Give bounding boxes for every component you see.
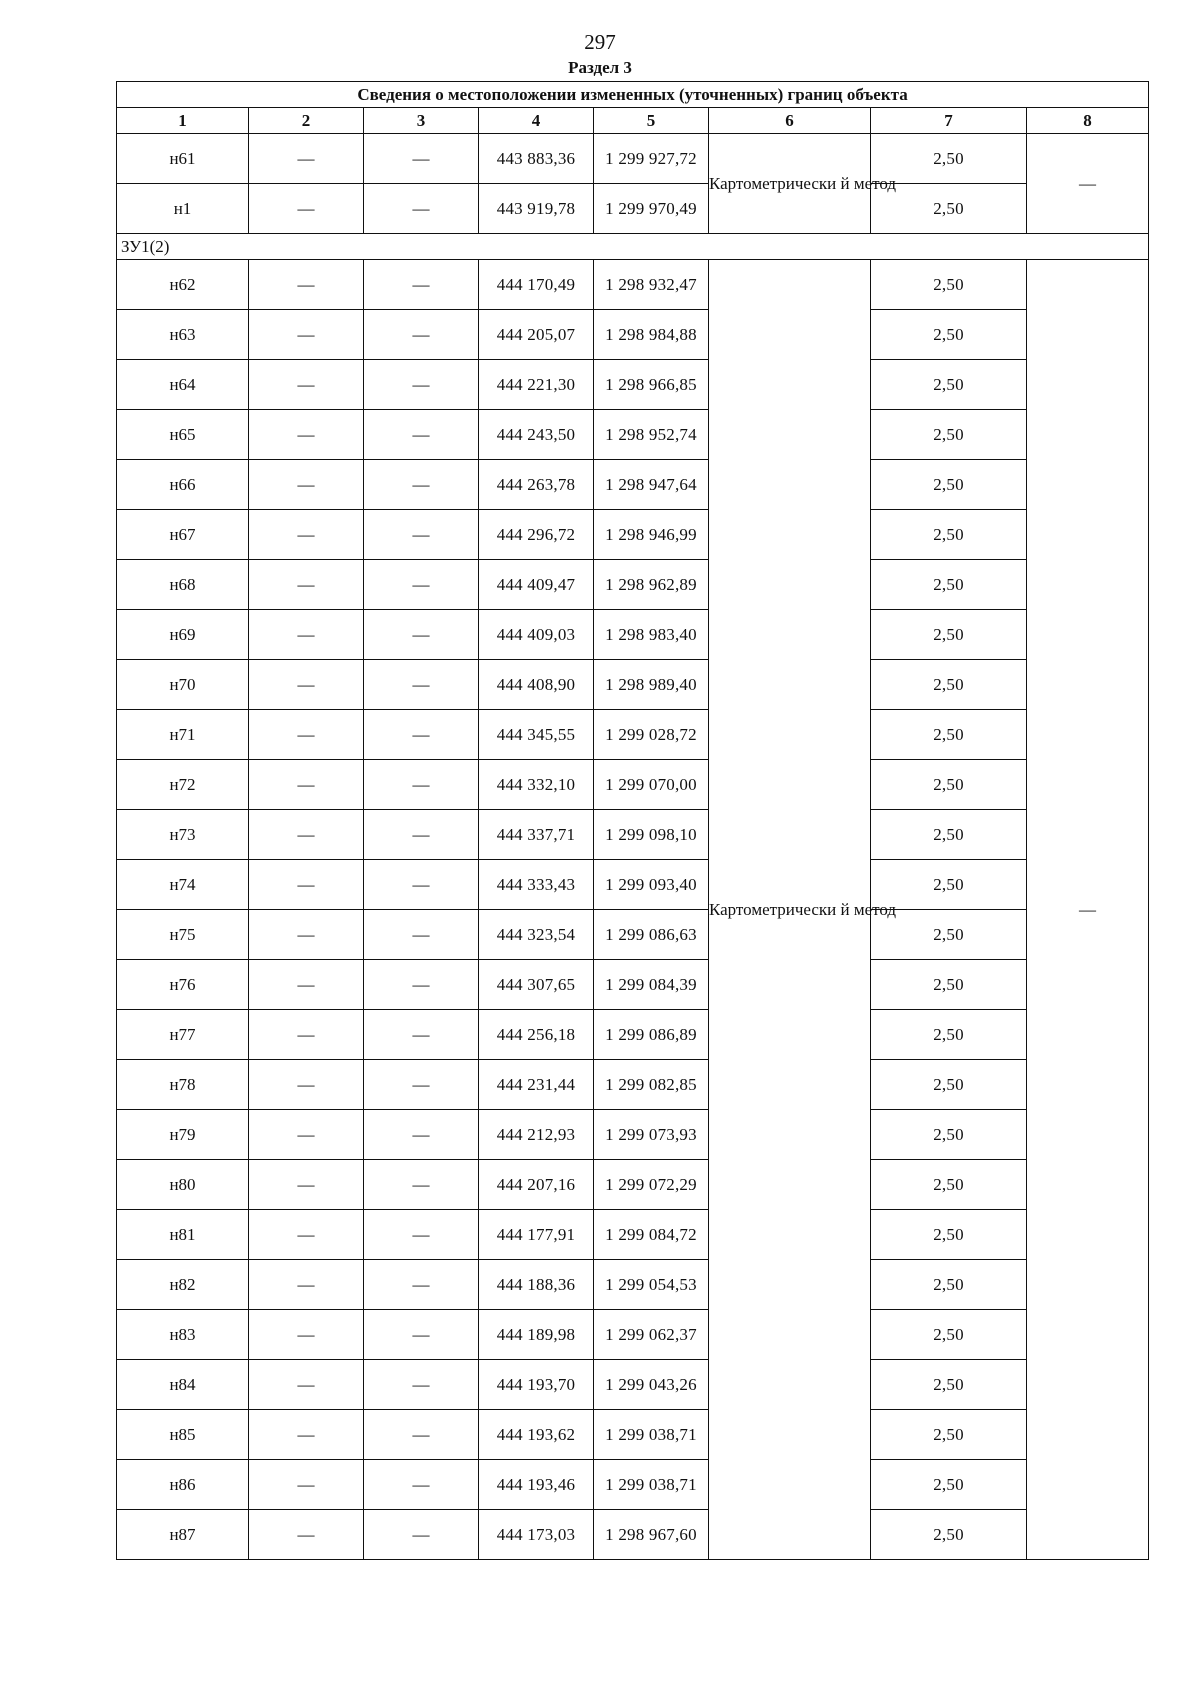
column-number-8: 8	[1027, 108, 1149, 134]
point-number-cell: н81	[117, 1210, 249, 1260]
coordinates-table	[116, 81, 1149, 1560]
empty-dash-cell: —	[364, 1010, 479, 1060]
x-coordinate-cell: 443 919,78	[479, 184, 594, 234]
y-coordinate-cell: 1 299 054,53	[594, 1260, 709, 1310]
point-number-cell: н74	[117, 860, 249, 910]
y-coordinate-cell: 1 298 946,99	[594, 510, 709, 560]
accuracy-cell: 2,50	[871, 410, 1027, 460]
page-number: 297	[584, 30, 616, 54]
point-number-cell: н65	[117, 410, 249, 460]
accuracy-cell: 2,50	[871, 1110, 1027, 1160]
y-coordinate-cell: 1 299 038,71	[594, 1460, 709, 1510]
accuracy-cell: 2,50	[871, 134, 1027, 184]
accuracy-cell: 2,50	[871, 660, 1027, 710]
table-row	[117, 1210, 1149, 1260]
accuracy-cell: 2,50	[871, 810, 1027, 860]
accuracy-cell: 2,50	[871, 310, 1027, 360]
table-row	[117, 810, 1149, 860]
table-row	[117, 460, 1149, 510]
point-number-cell: н1	[117, 184, 249, 234]
empty-dash-cell: —	[364, 1310, 479, 1360]
y-coordinate-cell: 1 299 073,93	[594, 1110, 709, 1160]
accuracy-cell: 2,50	[871, 1160, 1027, 1210]
accuracy-cell: 2,50	[871, 360, 1027, 410]
empty-dash-cell: —	[364, 560, 479, 610]
empty-dash-cell: —	[249, 260, 364, 310]
empty-dash-cell: —	[249, 860, 364, 910]
column-8-cell: —	[1027, 134, 1149, 234]
point-number-cell: н64	[117, 360, 249, 410]
empty-dash-cell: —	[364, 810, 479, 860]
empty-dash-cell: —	[249, 184, 364, 234]
empty-dash-cell: —	[249, 1510, 364, 1560]
accuracy-cell: 2,50	[871, 560, 1027, 610]
empty-dash-cell: —	[249, 960, 364, 1010]
empty-dash-cell: —	[364, 660, 479, 710]
x-coordinate-cell: 444 170,49	[479, 260, 594, 310]
x-coordinate-cell: 444 323,54	[479, 910, 594, 960]
table-row	[117, 660, 1149, 710]
empty-dash-cell: —	[249, 1160, 364, 1210]
empty-dash-cell: —	[364, 1410, 479, 1460]
empty-dash-cell: —	[364, 610, 479, 660]
point-number-cell: н86	[117, 1460, 249, 1510]
y-coordinate-cell: 1 299 086,89	[594, 1010, 709, 1060]
point-number-cell: н71	[117, 710, 249, 760]
x-coordinate-cell: 444 307,65	[479, 960, 594, 1010]
empty-dash-cell: —	[249, 560, 364, 610]
point-number-cell: н67	[117, 510, 249, 560]
accuracy-cell: 2,50	[871, 1010, 1027, 1060]
table-row	[117, 710, 1149, 760]
empty-dash-cell: —	[364, 260, 479, 310]
point-number-cell: н68	[117, 560, 249, 610]
x-coordinate-cell: 444 332,10	[479, 760, 594, 810]
x-coordinate-cell: 444 205,07	[479, 310, 594, 360]
empty-dash-cell: —	[364, 1160, 479, 1210]
table-row	[117, 360, 1149, 410]
table-row	[117, 1110, 1149, 1160]
empty-dash-cell: —	[364, 860, 479, 910]
empty-dash-cell: —	[364, 310, 479, 360]
accuracy-cell: 2,50	[871, 184, 1027, 234]
empty-dash-cell: —	[364, 760, 479, 810]
x-coordinate-cell: 444 189,98	[479, 1310, 594, 1360]
empty-dash-cell: —	[249, 1410, 364, 1460]
x-coordinate-cell: 444 221,30	[479, 360, 594, 410]
table-row	[117, 510, 1149, 560]
table-row	[117, 310, 1149, 360]
empty-dash-cell: —	[364, 1260, 479, 1310]
x-coordinate-cell: 444 409,03	[479, 610, 594, 660]
x-coordinate-cell: 444 256,18	[479, 1010, 594, 1060]
x-coordinate-cell: 443 883,36	[479, 134, 594, 184]
table-row	[117, 1310, 1149, 1360]
method-cell: Картометрически й метод	[709, 260, 871, 1560]
x-coordinate-cell: 444 345,55	[479, 710, 594, 760]
table-row	[117, 760, 1149, 810]
table-row	[117, 184, 1149, 234]
empty-dash-cell: —	[364, 1460, 479, 1510]
point-number-cell: н79	[117, 1110, 249, 1160]
x-coordinate-cell: 444 173,03	[479, 1510, 594, 1560]
table-row	[117, 1010, 1149, 1060]
table-row	[117, 610, 1149, 660]
table-row	[117, 910, 1149, 960]
point-number-cell: н63	[117, 310, 249, 360]
x-coordinate-cell: 444 337,71	[479, 810, 594, 860]
y-coordinate-cell: 1 299 062,37	[594, 1310, 709, 1360]
accuracy-cell: 2,50	[871, 1410, 1027, 1460]
point-number-cell: н70	[117, 660, 249, 710]
accuracy-cell: 2,50	[871, 710, 1027, 760]
x-coordinate-cell: 444 296,72	[479, 510, 594, 560]
empty-dash-cell: —	[249, 760, 364, 810]
accuracy-cell: 2,50	[871, 1460, 1027, 1510]
point-number-cell: н80	[117, 1160, 249, 1210]
x-coordinate-cell: 444 188,36	[479, 1260, 594, 1310]
column-8-cell: —	[1027, 260, 1149, 1560]
y-coordinate-cell: 1 299 082,85	[594, 1060, 709, 1110]
column-number-5: 5	[594, 108, 709, 134]
y-coordinate-cell: 1 299 072,29	[594, 1160, 709, 1210]
y-coordinate-cell: 1 298 962,89	[594, 560, 709, 610]
y-coordinate-cell: 1 299 028,72	[594, 710, 709, 760]
empty-dash-cell: —	[249, 134, 364, 184]
empty-dash-cell: —	[249, 410, 364, 460]
empty-dash-cell: —	[364, 410, 479, 460]
accuracy-cell: 2,50	[871, 610, 1027, 660]
y-coordinate-cell: 1 298 947,64	[594, 460, 709, 510]
empty-dash-cell: —	[249, 460, 364, 510]
y-coordinate-cell: 1 299 098,10	[594, 810, 709, 860]
accuracy-cell: 2,50	[871, 1310, 1027, 1360]
table-title-row	[117, 82, 1149, 108]
y-coordinate-cell: 1 299 927,72	[594, 134, 709, 184]
column-number-7: 7	[871, 108, 1027, 134]
y-coordinate-cell: 1 299 084,72	[594, 1210, 709, 1260]
y-coordinate-cell: 1 298 967,60	[594, 1510, 709, 1560]
empty-dash-cell: —	[249, 610, 364, 660]
empty-dash-cell: —	[364, 134, 479, 184]
group-label: ЗУ1(2)	[117, 234, 1149, 260]
empty-dash-cell: —	[364, 1110, 479, 1160]
accuracy-cell: 2,50	[871, 860, 1027, 910]
point-number-cell: н72	[117, 760, 249, 810]
empty-dash-cell: —	[364, 1360, 479, 1410]
empty-dash-cell: —	[364, 510, 479, 560]
x-coordinate-cell: 444 207,16	[479, 1160, 594, 1210]
accuracy-cell: 2,50	[871, 1060, 1027, 1110]
empty-dash-cell: —	[249, 910, 364, 960]
y-coordinate-cell: 1 299 084,39	[594, 960, 709, 1010]
table-row	[117, 1160, 1149, 1210]
table-row	[117, 1510, 1149, 1560]
point-number-cell: н76	[117, 960, 249, 1010]
accuracy-cell: 2,50	[871, 1260, 1027, 1310]
empty-dash-cell: —	[249, 1060, 364, 1110]
empty-dash-cell: —	[249, 660, 364, 710]
accuracy-cell: 2,50	[871, 1210, 1027, 1260]
empty-dash-cell: —	[249, 1460, 364, 1510]
table-row	[117, 1460, 1149, 1510]
x-coordinate-cell: 444 333,43	[479, 860, 594, 910]
point-number-cell: н73	[117, 810, 249, 860]
empty-dash-cell: —	[364, 360, 479, 410]
y-coordinate-cell: 1 299 093,40	[594, 860, 709, 910]
empty-dash-cell: —	[364, 1060, 479, 1110]
table-row	[117, 560, 1149, 610]
table-row	[117, 1260, 1149, 1310]
group-label-row	[117, 234, 1149, 260]
y-coordinate-cell: 1 299 970,49	[594, 184, 709, 234]
empty-dash-cell: —	[249, 1310, 364, 1360]
x-coordinate-cell: 444 212,93	[479, 1110, 594, 1160]
empty-dash-cell: —	[249, 710, 364, 760]
point-number-cell: н61	[117, 134, 249, 184]
accuracy-cell: 2,50	[871, 960, 1027, 1010]
point-number-cell: н66	[117, 460, 249, 510]
table-row	[117, 860, 1149, 910]
accuracy-cell: 2,50	[871, 1360, 1027, 1410]
y-coordinate-cell: 1 299 038,71	[594, 1410, 709, 1460]
x-coordinate-cell: 444 177,91	[479, 1210, 594, 1260]
accuracy-cell: 2,50	[871, 510, 1027, 560]
y-coordinate-cell: 1 298 989,40	[594, 660, 709, 710]
empty-dash-cell: —	[249, 1360, 364, 1410]
point-number-cell: н75	[117, 910, 249, 960]
empty-dash-cell: —	[364, 910, 479, 960]
empty-dash-cell: —	[249, 1010, 364, 1060]
table-row	[117, 1060, 1149, 1110]
point-number-cell: н82	[117, 1260, 249, 1310]
table-row	[117, 960, 1149, 1010]
column-number-6: 6	[709, 108, 871, 134]
column-number-1: 1	[117, 108, 249, 134]
empty-dash-cell: —	[364, 1210, 479, 1260]
y-coordinate-cell: 1 299 086,63	[594, 910, 709, 960]
accuracy-cell: 2,50	[871, 760, 1027, 810]
y-coordinate-cell: 1 299 070,00	[594, 760, 709, 810]
table-row	[117, 260, 1149, 310]
column-number-row	[117, 108, 1149, 134]
empty-dash-cell: —	[364, 710, 479, 760]
y-coordinate-cell: 1 298 966,85	[594, 360, 709, 410]
point-number-cell: н87	[117, 1510, 249, 1560]
x-coordinate-cell: 444 231,44	[479, 1060, 594, 1110]
x-coordinate-cell: 444 408,90	[479, 660, 594, 710]
x-coordinate-cell: 444 193,46	[479, 1460, 594, 1510]
point-number-cell: н62	[117, 260, 249, 310]
x-coordinate-cell: 444 193,62	[479, 1410, 594, 1460]
x-coordinate-cell: 444 263,78	[479, 460, 594, 510]
empty-dash-cell: —	[249, 1210, 364, 1260]
table-body	[117, 134, 1149, 1560]
empty-dash-cell: —	[249, 510, 364, 560]
y-coordinate-cell: 1 298 952,74	[594, 410, 709, 460]
empty-dash-cell: —	[249, 310, 364, 360]
x-coordinate-cell: 444 409,47	[479, 560, 594, 610]
table-title: Сведения о местоположении измененных (уточненных) границ объекта	[117, 82, 1149, 108]
x-coordinate-cell: 444 243,50	[479, 410, 594, 460]
section-title: Раздел 3	[568, 58, 632, 77]
column-number-3: 3	[364, 108, 479, 134]
y-coordinate-cell: 1 299 043,26	[594, 1360, 709, 1410]
empty-dash-cell: —	[249, 1110, 364, 1160]
accuracy-cell: 2,50	[871, 910, 1027, 960]
empty-dash-cell: —	[364, 960, 479, 1010]
point-number-cell: н78	[117, 1060, 249, 1110]
table-row	[117, 1410, 1149, 1460]
x-coordinate-cell: 444 193,70	[479, 1360, 594, 1410]
table-row	[117, 134, 1149, 184]
column-number-4: 4	[479, 108, 594, 134]
accuracy-cell: 2,50	[871, 460, 1027, 510]
accuracy-cell: 2,50	[871, 260, 1027, 310]
point-number-cell: н77	[117, 1010, 249, 1060]
point-number-cell: н69	[117, 610, 249, 660]
y-coordinate-cell: 1 298 984,88	[594, 310, 709, 360]
point-number-cell: н84	[117, 1360, 249, 1410]
accuracy-cell: 2,50	[871, 1510, 1027, 1560]
empty-dash-cell: —	[249, 1260, 364, 1310]
y-coordinate-cell: 1 298 983,40	[594, 610, 709, 660]
empty-dash-cell: —	[249, 810, 364, 860]
y-coordinate-cell: 1 298 932,47	[594, 260, 709, 310]
empty-dash-cell: —	[364, 1510, 479, 1560]
empty-dash-cell: —	[249, 360, 364, 410]
method-cell: Картометрически й метод	[709, 134, 871, 234]
empty-dash-cell: —	[364, 184, 479, 234]
point-number-cell: н85	[117, 1410, 249, 1460]
empty-dash-cell: —	[364, 460, 479, 510]
table-row	[117, 1360, 1149, 1410]
point-number-cell: н83	[117, 1310, 249, 1360]
table-row	[117, 410, 1149, 460]
column-number-2: 2	[249, 108, 364, 134]
